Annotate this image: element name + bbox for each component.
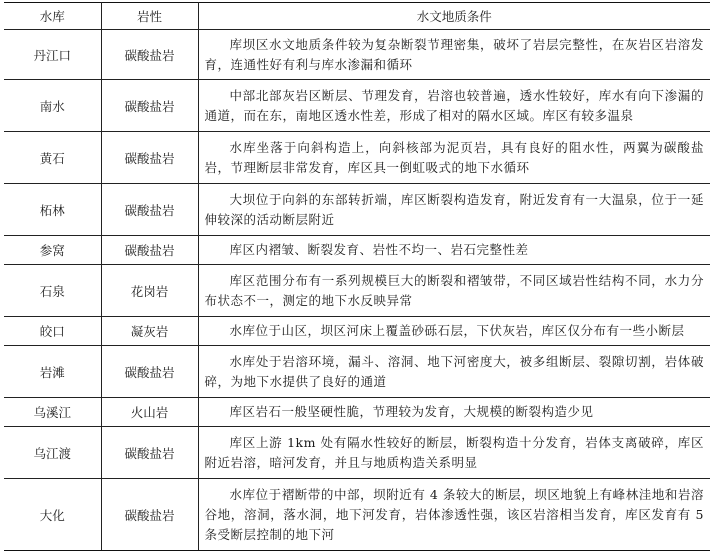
reservoir-name: 石泉 [4, 265, 101, 317]
lithology: 凝灰岩 [101, 317, 198, 346]
hydro-conditions: 库区内褶皱、断裂发育、岩性不均一、岩石完整性差 [198, 236, 710, 265]
table-row [4, 132, 710, 184]
reservoir-hydrogeology-table [4, 2, 710, 551]
reservoir-name: 乌江渡 [4, 427, 101, 479]
hydro-conditions: 水库位于山区，坝区河床上覆盖砂砾石层，下伏灰岩，库区仅分布有一些小断层 [198, 317, 710, 346]
reservoir-name: 皎口 [4, 317, 101, 346]
reservoir-name: 南水 [4, 80, 101, 132]
hydro-conditions: 库区岩石一般坚硬性脆，节理较为发育，大规模的断裂构造少见 [198, 398, 710, 427]
hydro-conditions: 水库处于岩溶环境，漏斗、溶洞、地下河密度大，被多组断层、裂隙切割，岩体破碎，为地下水提供了良好的通道 [198, 346, 710, 398]
header-hydro-conditions: 水文地质条件 [198, 3, 710, 30]
lithology: 碳酸盐岩 [101, 184, 198, 236]
table-row [4, 265, 710, 317]
lithology: 碳酸盐岩 [101, 80, 198, 132]
reservoir-table-page [0, 2, 716, 547]
table-row [4, 317, 710, 346]
header-lithology: 岩性 [101, 3, 198, 30]
hydro-conditions: 水库位于褶断带的中部，坝附近有 4 条较大的断层，坝区地貌上有峰林洼地和岩溶谷地，溶洞，落水洞，地下河发育，岩体渗透性强，该区岩溶相当发育，库区发育有 5 条受断层控制的地下河 [198, 479, 710, 551]
table-header-row [4, 3, 710, 30]
lithology: 碳酸盐岩 [101, 427, 198, 479]
lithology: 碳酸盐岩 [101, 479, 198, 551]
table-row [4, 346, 710, 398]
hydro-conditions: 库坝区水文地质条件较为复杂断裂节理密集，破坏了岩层完整性，在灰岩区岩溶发育，连通性好有利与库水渗漏和循环 [198, 30, 710, 80]
reservoir-name: 乌溪江 [4, 398, 101, 427]
lithology: 花岗岩 [101, 265, 198, 317]
lithology: 碳酸盐岩 [101, 346, 198, 398]
table-row [4, 236, 710, 265]
table-row [4, 427, 710, 479]
reservoir-name: 大化 [4, 479, 101, 551]
lithology: 碳酸盐岩 [101, 30, 198, 80]
lithology: 火山岩 [101, 398, 198, 427]
table-row [4, 80, 710, 132]
table-row [4, 398, 710, 427]
table-row [4, 479, 710, 551]
lithology: 碳酸盐岩 [101, 236, 198, 265]
reservoir-name: 丹江口 [4, 30, 101, 80]
reservoir-name: 岩滩 [4, 346, 101, 398]
hydro-conditions: 水库坐落于向斜构造上，向斜核部为泥页岩，具有良好的阻水性，两翼为碳酸盐岩，节理断层非常发育，库区具一倒虹吸式的地下水循环 [198, 132, 710, 184]
hydro-conditions: 库区范围分布有一系列规模巨大的断裂和褶皱带，不同区域岩性结构不同，水力分布状态不一，测定的地下水反映异常 [198, 265, 710, 317]
table-row [4, 184, 710, 236]
hydro-conditions: 中部北部灰岩区断层、节理发育，岩溶也较普遍，透水性较好，库水有向下渗漏的通道，而在东，南地区透水性差，形成了相对的隔水区域。库区有较多温泉 [198, 80, 710, 132]
table-row [4, 30, 710, 80]
reservoir-name: 参窝 [4, 236, 101, 265]
reservoir-name: 黄石 [4, 132, 101, 184]
hydro-conditions: 库区上游 1km 处有隔水性较好的断层，断裂构造十分发育，岩体支离破碎，库区附近岩溶，暗河发育，并且与地质构造关系明显 [198, 427, 710, 479]
reservoir-name: 柘林 [4, 184, 101, 236]
hydro-conditions: 大坝位于向斜的东部转折端，库区断裂构造发育，附近发育有一大温泉，位于一延伸较深的活动断层附近 [198, 184, 710, 236]
lithology: 碳酸盐岩 [101, 132, 198, 184]
header-reservoir: 水库 [4, 3, 101, 30]
